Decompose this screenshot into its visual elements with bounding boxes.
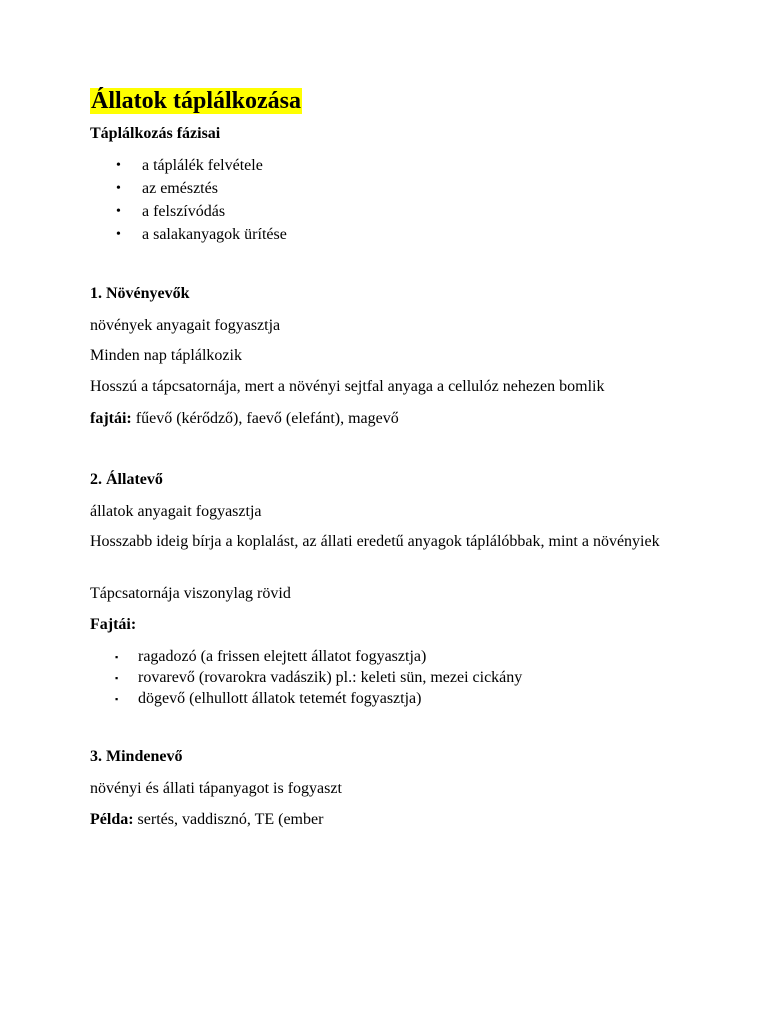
bullet-icon: • (116, 181, 121, 196)
carnivores-types-label: Fajtái: (90, 616, 137, 633)
phases-list (90, 154, 287, 246)
herbivores-line: növények anyagait fogyasztja (90, 317, 281, 334)
example-text: sertés, vaddisznó, TE (ember (133, 811, 324, 828)
list-item (90, 646, 522, 667)
omnivores-example (90, 810, 323, 830)
square-bullet-icon: ▪ (115, 652, 119, 662)
herbivores-line: Minden nap táplálkozik (90, 347, 242, 364)
omnivores-heading: 3. Mindenevő (90, 748, 183, 765)
list-item-text: rovarevő (rovarokra vadászik) pl.: keleti sün, mezei cickány (138, 669, 523, 686)
page-title-highlight: Állatok táplálkozása (91, 88, 302, 114)
phases-heading: Táplálkozás fázisai (90, 125, 221, 142)
carnivores-line: állatok anyagait fogyasztja (90, 503, 262, 520)
herbivores-heading: 1. Növényevők (90, 285, 190, 302)
list-item-text: az emésztés (142, 180, 218, 197)
list-item-text: a táplálék felvétele (142, 157, 263, 174)
bullet-icon: • (116, 158, 121, 173)
list-item-text: a felszívódás (142, 203, 226, 220)
square-bullet-icon: ▪ (115, 673, 119, 683)
example-label: Példa: (90, 811, 134, 828)
list-item (90, 200, 287, 223)
list-item (90, 223, 287, 246)
carnivores-types-list (90, 646, 522, 709)
carnivores-line: Tápcsatornája viszonylag rövid (90, 585, 291, 602)
list-item (90, 154, 287, 177)
carnivores-heading: 2. Állatevő (90, 471, 163, 488)
herbivores-types (90, 409, 399, 429)
list-item-text: a salakanyagok ürítése (142, 226, 287, 243)
list-item-text: dögevő (elhullott állatok tetemét fogyasztja) (138, 690, 422, 707)
list-item (90, 688, 522, 709)
omnivores-line: növényi és állati tápanyagot is fogyaszt (90, 780, 342, 797)
herbivores-line: Hosszú a tápcsatornája, mert a növényi sejtfal anyaga a cellulóz nehezen bomlik (90, 378, 605, 395)
types-label: fajtái: (90, 410, 132, 427)
bullet-icon: • (116, 204, 121, 219)
types-text: fűevő (kérődző), faevő (elefánt), magevő (131, 410, 399, 427)
list-item (90, 177, 287, 200)
bullet-icon: • (116, 227, 121, 242)
page-title (90, 86, 302, 116)
square-bullet-icon: ▪ (115, 694, 119, 704)
list-item-text: ragadozó (a frissen elejtett állatot fogyasztja) (138, 648, 427, 665)
carnivores-line: Hosszabb ideig bírja a koplalást, az állati eredetű anyagok táplálóbbak, mint a növényiek (90, 533, 660, 550)
list-item (90, 667, 522, 688)
